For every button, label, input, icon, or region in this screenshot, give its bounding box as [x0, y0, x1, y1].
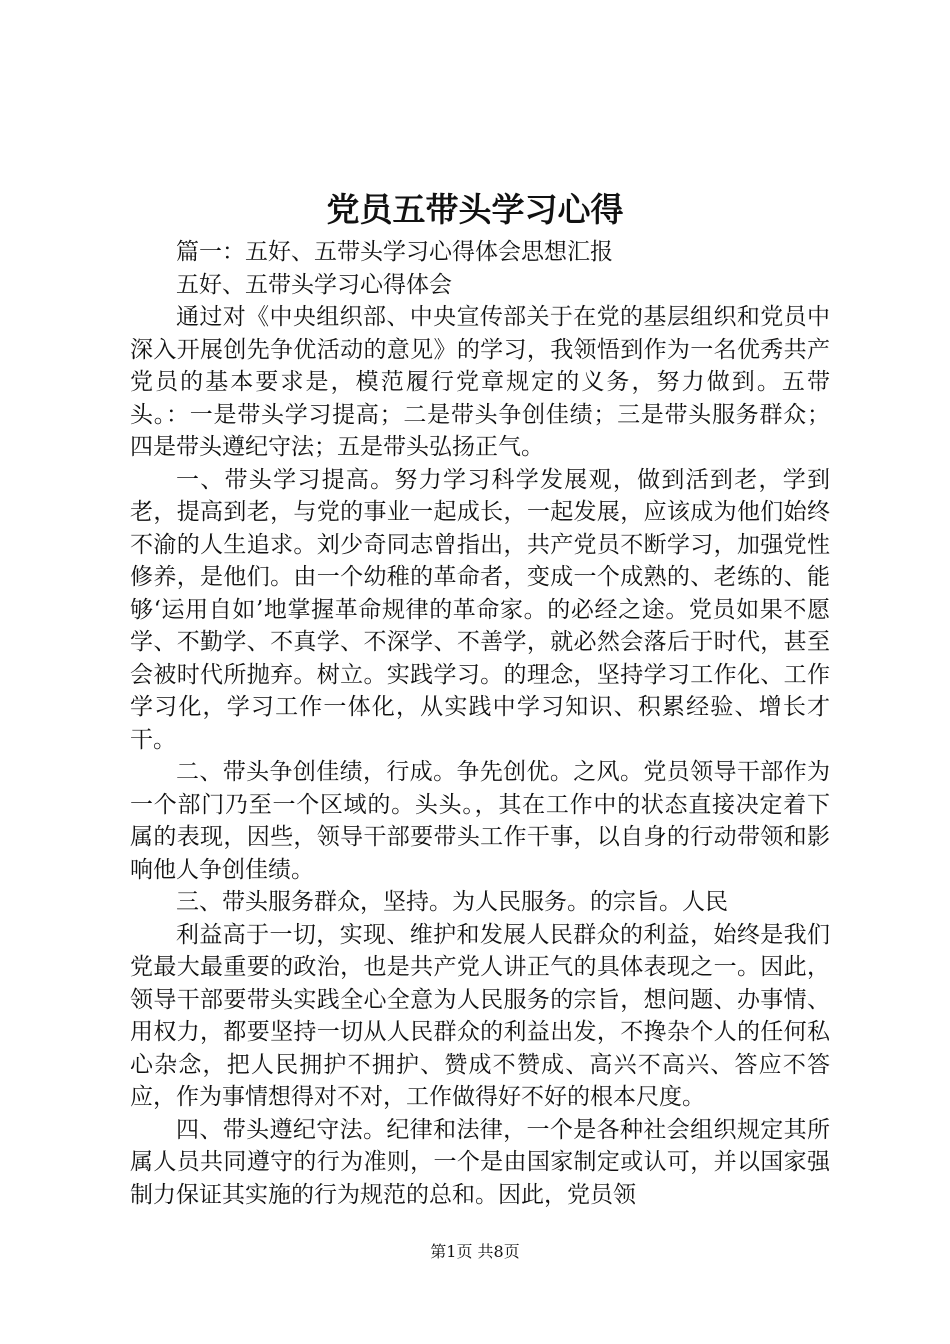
paragraph: 利益高于一切，实现、维护和发展人民群众的利益，始终是我们党最大最重要的政治，也是共产党人讲正气的具体表现之一。因此，领导干部要带头实践全心全意为人民服务的宗旨，想问题、办事情、用权力，都要坚持一切从人民群众的利益出发，不搀杂个人的任何私心杂念，把人民拥护不拥护、赞成不赞成、高兴不高兴、答应不答应，作为事情想得对不对，工作做得好不好的根本尺度。 [130, 921, 830, 1110]
paragraph: 篇一：五好、五带头学习心得体会思想汇报 [176, 239, 613, 265]
document-title: 党员五带头学习心得 [326, 190, 624, 229]
page-footer: 第1页 共8页 [430, 1242, 520, 1261]
paragraph: 四、带头遵纪守法。纪律和法律，一个是各种社会组织规定其所属人员共同遵守的行为准则，一个是由国家制定或认可，并以国家强制力保证其实施的行为规范的总和。因此，党员领 [130, 1116, 830, 1208]
document-body [130, 236, 830, 1211]
paragraph: 通过对《中央组织部、中央宣传部关于在党的基层组织和党员中深入开展创先争优活动的意见》的学习，我领悟到作为一名优秀共产党员的基本要求是，模范履行党章规定的义务，努力做到。五带头。：一是带头学习提高；二是带头争创佳绩；三是带头服务群众；四是带头遵纪守法；五是带头弘扬正气。 [130, 304, 830, 460]
paragraph: 二、带头争创佳绩，行成。争先创优。之风。党员领导干部作为一个部门乃至一个区域的。头头。，其在工作中的状态直接决定着下属的表现，因些，领导干部要带头工作干事，以自身的行动带领和影响他人争创佳绩。 [130, 759, 830, 883]
paragraph: 三、带头服务群众，坚持。为人民服务。的宗旨。人民 [176, 889, 728, 915]
paragraph: 五好、五带头学习心得体会 [176, 271, 452, 298]
paragraph: 一、带头学习提高。努力学习科学发展观，做到活到老，学到老，提高到老，与党的事业一起成长，一起发展，应该成为他们始终不渝的人生追求。刘少奇同志曾指出，共产党员不断学习，加强党性修养，是他们。由一个幼稚的革命者，变成一个成熟的、老练的、能够‘运用自如’地掌握革命规律的革命家。的必经之途。党员如果不愿学、不勤学、不真学、不深学、不善学，就必然会落后于时代，甚至会被时代所抛弃。树立。实践学习。的理念，坚持学习工作化、工作学习化，学习工作一体化，从实践中学习知识、积累经验、增长才干。 [130, 466, 830, 753]
